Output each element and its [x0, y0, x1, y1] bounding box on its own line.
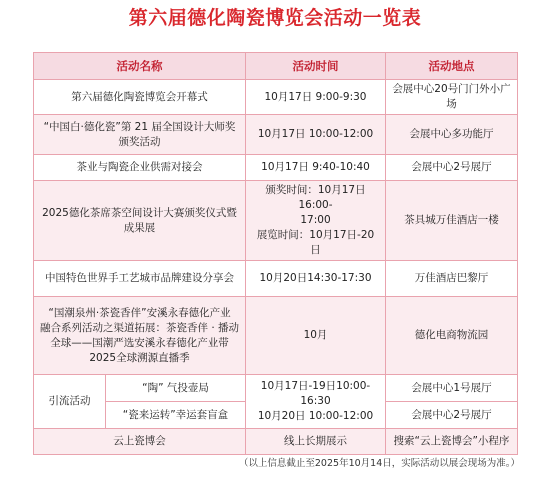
- row-place: 会展中心2号展厅: [386, 402, 518, 429]
- row-time-line: 10月20日 10:00-12:00: [257, 410, 374, 422]
- row-place: 万佳酒店巴黎厅: [386, 261, 518, 297]
- row-time: 线上长期展示: [246, 429, 386, 455]
- row-name: 中国特色世界手工艺城市品牌建设分享会: [34, 261, 246, 297]
- footnote: （以上信息截止至2025年10月14日，实际活动以展会现场为准。）: [238, 458, 520, 469]
- table-header-row: [34, 53, 518, 80]
- row-name: 茶业与陶瓷企业供需对接会: [34, 155, 246, 181]
- row-group: 引流活动: [34, 375, 106, 429]
- row-time: [246, 181, 386, 261]
- table-row: [34, 429, 518, 455]
- page-title: 第六届德化陶瓷博览会活动一览表: [128, 7, 422, 29]
- schedule-table: [33, 52, 518, 455]
- table-row: [34, 375, 518, 402]
- row-name: 云上瓷博会: [34, 429, 246, 455]
- row-name: [34, 297, 246, 375]
- table-row: [34, 181, 518, 261]
- row-name-line: 2025全球溯源直播季: [89, 351, 190, 364]
- row-time: 10月20日14:30-17:30: [246, 261, 386, 297]
- header-activity-place: 活动地点: [386, 53, 518, 80]
- row-time: 10月17日 9:40-10:40: [246, 155, 386, 181]
- row-time: 10月: [246, 297, 386, 375]
- row-name: [34, 115, 246, 155]
- row-sub-name: “陶” 气投壶局: [106, 375, 246, 402]
- row-place: 会展中心20号门门外小广场: [386, 80, 518, 115]
- row-name-line: 颁奖活动: [118, 135, 161, 148]
- row-name-line: 2025德化茶席茶空间设计大赛颁奖仪式暨: [42, 206, 237, 219]
- row-place: 搜索“云上瓷博会”小程序: [386, 429, 518, 455]
- header-activity-time: 活动时间: [246, 53, 386, 80]
- row-name: [34, 181, 246, 261]
- row-place: 茶具城万佳酒店一楼: [386, 181, 518, 261]
- row-time: [246, 375, 386, 429]
- row-name-line: 全球——国潮严选安溪永春德化产业带: [50, 336, 229, 349]
- row-place: 德化电商物流园: [386, 297, 518, 375]
- row-time-line: 展览时间：10月17日-20日: [256, 229, 375, 256]
- table-row: [34, 155, 518, 181]
- table-row: [34, 297, 518, 375]
- row-place: 会展中心多功能厅: [386, 115, 518, 155]
- row-name: 第六届德化陶瓷博览会开幕式: [34, 80, 246, 115]
- row-name-line: 成果展: [123, 221, 156, 234]
- row-place: 会展中心1号展厅: [386, 375, 518, 402]
- row-time-line: 17:00: [300, 214, 331, 226]
- header-activity-name: 活动名称: [34, 53, 246, 80]
- row-name-line: 融合系列活动之渠道拓展：茶瓷香伴 · 播动: [40, 321, 240, 334]
- row-time-line: 颁奖时间：10月17日16:00-: [265, 184, 366, 211]
- row-time: 10月17日 10:00-12:00: [246, 115, 386, 155]
- row-time: 10月17日 9:00-9:30: [246, 80, 386, 115]
- row-name-line: “国潮泉州·茶瓷香伴”安溪永春德化产业: [48, 306, 231, 319]
- row-time-line: 10月17日-19日10:00-16:30: [260, 380, 371, 407]
- table-row: [34, 115, 518, 155]
- row-place: 会展中心2号展厅: [386, 155, 518, 181]
- row-name-line: “中国白·德化瓷”第 21 届全国设计大师奖: [43, 120, 236, 133]
- row-sub-name: “瓷来运转”幸运套盲盒: [106, 402, 246, 429]
- table-row: [34, 261, 518, 297]
- table-row: [34, 80, 518, 115]
